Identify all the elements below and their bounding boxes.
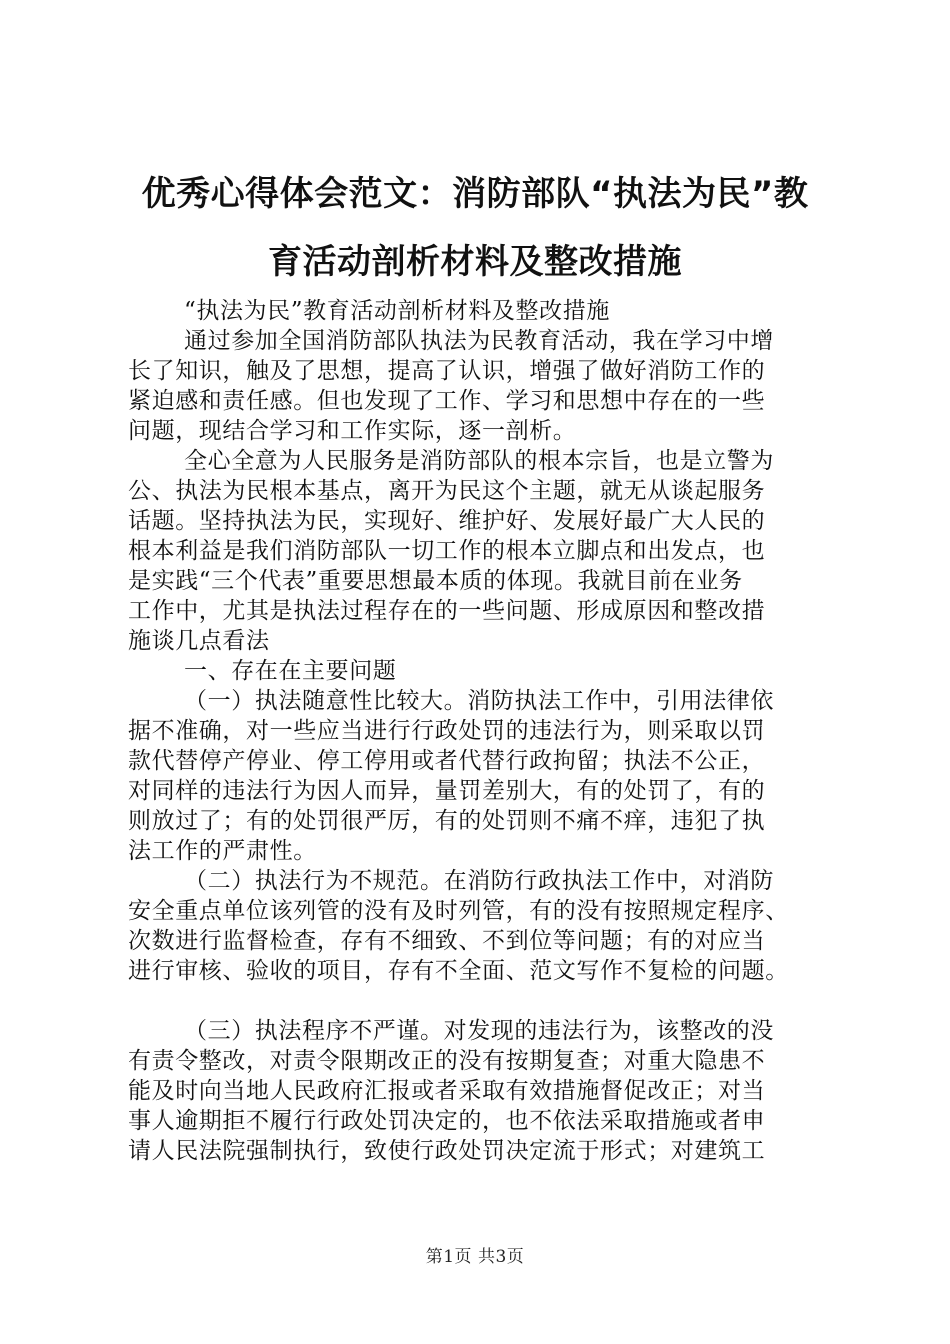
text-line: 请人民法院强制执行，致使行政处罚决定流于形式；对建筑工 <box>128 1138 766 1164</box>
page-number-footer: 第1页 共3页 <box>425 1247 525 1267</box>
text-line: 事人逾期拒不履行行政处罚决定的，也不依法采取措施或者申 <box>128 1108 766 1134</box>
section-heading <box>128 656 830 686</box>
text-line: 公、执法为民根本基点，离开为民这个主题，就无从谈起服务 <box>128 478 766 504</box>
text-line: “执法为民”教育活动剖析材料及整改措施 <box>184 298 610 324</box>
paragraph-issue-2 <box>128 866 830 986</box>
text-line: （一）执法随意性比较大。消防执法工作中，引用法律依 <box>184 688 774 714</box>
text-line: （三）执法程序不严谨。对发现的违法行为，该整改的没 <box>184 1018 774 1044</box>
text-line: 据不准确，对一些应当进行行政处罚的违法行为，则采取以罚 <box>128 718 766 744</box>
paragraph-issue-1 <box>128 686 830 866</box>
text-line: 进行审核、验收的项目，存有不全面、范文写作不复检的问题。 <box>128 958 789 984</box>
document-subtitle <box>128 296 830 326</box>
text-line: 有责令整改，对责令限期改正的没有按期复查；对重大隐患不 <box>128 1048 766 1074</box>
paragraph-purpose <box>128 446 830 656</box>
text-line: 一、存在在主要问题 <box>184 658 397 684</box>
text-line: 问题，现结合学习和工作实际，逐一剖析。 <box>128 418 577 444</box>
paragraph-spacer <box>128 986 830 1016</box>
document-title <box>120 160 830 296</box>
text-line: 对同样的违法行为因人而异，量罚差别大，有的处罚了，有的 <box>128 778 766 804</box>
text-line: 长了知识，触及了思想，提高了认识，增强了做好消防工作的 <box>128 358 766 384</box>
text-line: 则放过了；有的处罚很严厉，有的处罚则不痛不痒，违犯了执 <box>128 808 766 834</box>
document-body <box>128 296 830 1166</box>
text-line: 工作中，尤其是执法过程存在的一些问题、形成原因和整改措 <box>128 598 766 624</box>
text-line: 通过参加全国消防部队执法为民教育活动，我在学习中增 <box>184 328 774 354</box>
text-line: 能及时向当地人民政府汇报或者采取有效措施督促改正；对当 <box>128 1078 766 1104</box>
title-line: 优秀心得体会范文：消防部队“执法为民”教 <box>141 174 809 214</box>
text-line: 紧迫感和责任感。但也发现了工作、学习和思想中存在的一些 <box>128 388 766 414</box>
text-line: 法工作的严肃性。 <box>128 838 317 864</box>
text-line: 安全重点单位该列管的没有及时列管，有的没有按照规定程序、 <box>128 898 789 924</box>
paragraph-issue-3 <box>128 1016 830 1166</box>
text-line: 施谈几点看法 <box>128 628 270 654</box>
title-line: 育活动剖析材料及整改措施 <box>268 242 682 282</box>
text-line: 全心全意为人民服务是消防部队的根本宗旨，也是立警为 <box>184 448 774 474</box>
paragraph-intro <box>128 326 830 446</box>
text-line: （二）执法行为不规范。在消防行政执法工作中，对消防 <box>184 868 774 894</box>
text-line: 话题。坚持执法为民，实现好、维护好、发展好最广大人民的 <box>128 508 766 534</box>
text-line: 次数进行监督检查，存有不细致、不到位等问题；有的对应当 <box>128 928 766 954</box>
text-line: 是实践“三个代表”重要思想最本质的体现。我就目前在业务 <box>128 568 743 594</box>
text-line: 款代替停产停业、停工停用或者代替行政拘留；执法不公正， <box>128 748 766 774</box>
text-line: 根本利益是我们消防部队一切工作的根本立脚点和出发点，也 <box>128 538 766 564</box>
